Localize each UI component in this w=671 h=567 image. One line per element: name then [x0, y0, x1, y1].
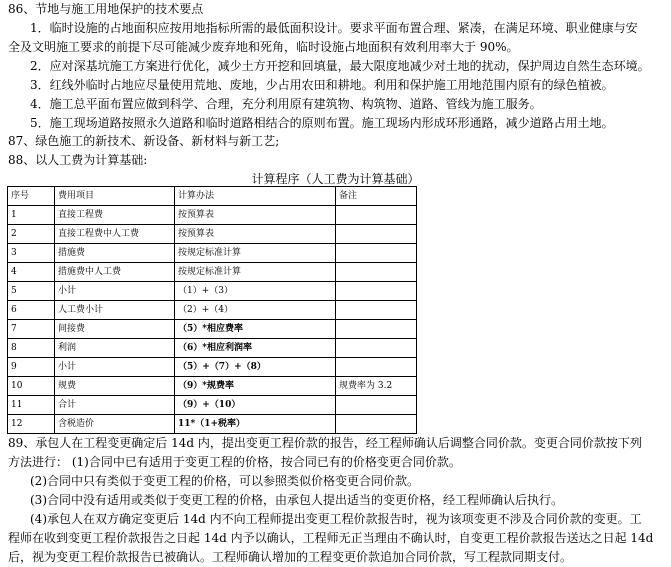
- section-89-line-4: (3)合同中没有适用或类似于变更工程的价格，由承包人提出适当的变更价格，经工程师确认后执行。: [30, 493, 564, 507]
- row-remark: [336, 244, 417, 263]
- table-row: [8, 225, 417, 244]
- section-89-line-2: 方法进行： (1)合同中已有适用于变更工程的价格，按合同已有的价格变更合同价款。: [8, 455, 461, 469]
- row-method: （9）*规费率: [175, 377, 336, 396]
- row-fee-item: 小计: [55, 282, 175, 301]
- table-row: [8, 396, 417, 415]
- table-row: [8, 339, 417, 358]
- table-row: [8, 282, 417, 301]
- row-remark: [336, 339, 417, 358]
- row-fee-item: 措施费中人工费: [55, 263, 175, 282]
- row-method: 11*（1+税率）: [175, 415, 336, 434]
- row-index: 5: [8, 282, 55, 301]
- header-fee-item: 费用项目: [55, 187, 175, 206]
- table-row: [8, 244, 417, 263]
- section-86-item-5: 5．施工现场道路按照永久道路和临时道路相结合的原则布置。施工现场内形成环形通路，减少道路占用土地。: [30, 116, 614, 130]
- section-86-item-3: 3．红线外临时占地应尽量使用荒地、废地，少占用农田和耕地。利用和保护施工用地范围内原有的绿色植被。: [30, 78, 614, 92]
- row-fee-item: 直接工程费中人工费: [55, 225, 175, 244]
- header-index: 序号: [8, 187, 55, 206]
- section-89-line-7: 后，视为变更工程价款报告已被确认。工程师确认增加的工程变更价款追加合同价款，写工程款同期支付。: [8, 550, 573, 564]
- row-remark: [336, 301, 417, 320]
- row-remark: [336, 415, 417, 434]
- row-remark: [336, 320, 417, 339]
- row-fee-item: 直接工程费: [55, 206, 175, 225]
- table-header-row: [8, 187, 417, 206]
- row-index: 4: [8, 263, 55, 282]
- section-86-heading: 86、节地与施工用地保护的技术要点: [8, 2, 204, 16]
- section-86-item-1-line-1: 1．临时设施的占地面积应按用地指标所需的最低面积设计。要求平面布置合理、紧凑，在满足环境、职业健康与安: [30, 21, 638, 35]
- calculation-table: [7, 186, 417, 434]
- section-87-heading: 87、绿色施工的新技术、新设备、新材料与新工艺;: [8, 134, 280, 148]
- row-method: 按预算表: [175, 225, 336, 244]
- row-fee-item: 利润: [55, 339, 175, 358]
- table-row: [8, 415, 417, 434]
- row-method: 按规定标准计算: [175, 244, 336, 263]
- row-fee-item: 措施费: [55, 244, 175, 263]
- section-89-line-5: (4)承包人在双方确定变更后 14d 内不向工程师提出变更工程价款报告时，视为该项变更不涉及合同价款的变更。工: [30, 512, 642, 526]
- section-86-item-2: 2．应对深基坑施工方案进行优化，减少土方开挖和回填量，最大限度地减少对土地的扰动，保护周边自然生态环境。: [30, 59, 650, 73]
- row-method: （6）*相应利润率: [175, 339, 336, 358]
- section-89-line-3: (2)合同中只有类似于变更工程的价格，可以参照类似价格变更合同价款。: [30, 474, 420, 488]
- row-remark: 规费率为 3.2: [336, 377, 417, 396]
- row-fee-item: 合计: [55, 396, 175, 415]
- row-index: 12: [8, 415, 55, 434]
- table-row: [8, 320, 417, 339]
- row-index: 3: [8, 244, 55, 263]
- row-method: （9）+（10）: [175, 396, 336, 415]
- row-fee-item: 规费: [55, 377, 175, 396]
- row-method: （1）+（3）: [175, 282, 336, 301]
- section-88-heading: 88、以人工费为计算基础:: [8, 153, 148, 167]
- section-86-item-1-line-2: 全及文明施工要求的前提下尽可能减少废弃地和死角，临时设施占地面积有效利用率大于 90%。: [8, 40, 519, 54]
- header-method: 计算办法: [175, 187, 336, 206]
- row-method: （5）*相应费率: [175, 320, 336, 339]
- row-index: 1: [8, 206, 55, 225]
- table-row: [8, 206, 417, 225]
- header-remark: 备注: [336, 187, 417, 206]
- row-fee-item: 含税造价: [55, 415, 175, 434]
- row-index: 6: [8, 301, 55, 320]
- row-method: （2）+（4）: [175, 301, 336, 320]
- section-89-line-1: 89、承包人在工程变更确定后 14d 内，提出变更工程价款的报告，经工程师确认后调整合同价款。变更合同价款按下列: [8, 436, 642, 450]
- row-index: 11: [8, 396, 55, 415]
- row-index: 9: [8, 358, 55, 377]
- row-method: （5）+（7）+（8）: [175, 358, 336, 377]
- row-remark: [336, 358, 417, 377]
- row-index: 10: [8, 377, 55, 396]
- row-remark: [336, 225, 417, 244]
- row-index: 8: [8, 339, 55, 358]
- row-index: 2: [8, 225, 55, 244]
- row-fee-item: 人工费小计: [55, 301, 175, 320]
- row-remark: [336, 263, 417, 282]
- section-86-item-4: 4．施工总平面布置应做到科学、合理，充分利用原有建筑物、构筑物、道路、管线为施工服务。: [30, 97, 542, 111]
- table-row: [8, 301, 417, 320]
- section-89-line-6: 程师在收到变更工程价款报告之日起 14d 内予以确认，工程师无正当理由不确认时，自变更工程价款报告送达之日起 14d: [8, 531, 654, 545]
- row-remark: [336, 282, 417, 301]
- row-fee-item: 小计: [55, 358, 175, 377]
- row-index: 7: [8, 320, 55, 339]
- table-row: [8, 263, 417, 282]
- table-title: 计算程序（人工费为计算基础）: [251, 172, 420, 186]
- row-remark: [336, 206, 417, 225]
- row-fee-item: 间接费: [55, 320, 175, 339]
- table-row: [8, 377, 417, 396]
- row-remark: [336, 396, 417, 415]
- row-method: 按预算表: [175, 206, 336, 225]
- row-method: 按规定标准计算: [175, 263, 336, 282]
- table-row: [8, 358, 417, 377]
